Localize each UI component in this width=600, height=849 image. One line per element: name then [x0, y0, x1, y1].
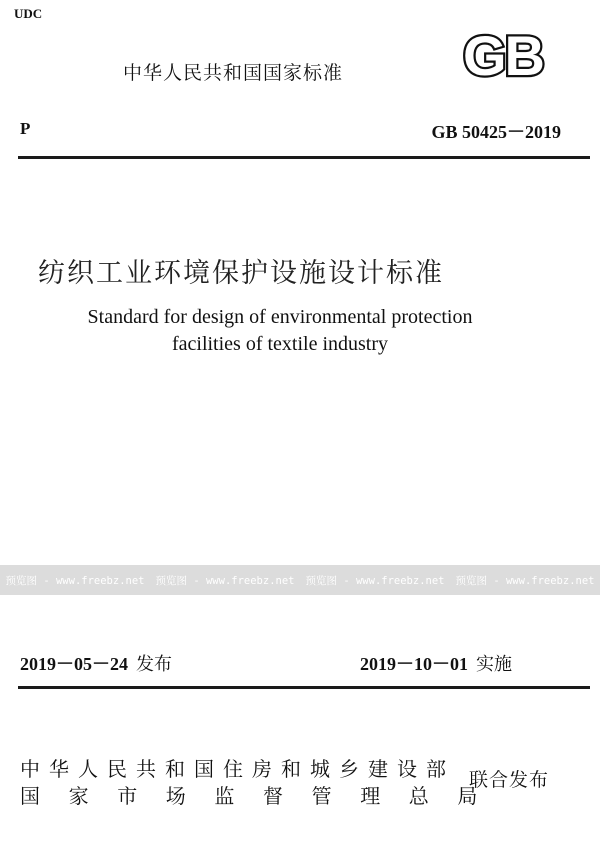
- udc-label: UDC: [14, 6, 43, 21]
- issue-date: [20, 650, 172, 676]
- title-chinese: 纺织工业环境保护设施设计标准: [38, 258, 444, 289]
- implementation-date-value: 2019－10－01: [360, 654, 468, 674]
- watermark-band: [0, 565, 600, 595]
- header-rule: [18, 156, 590, 159]
- joint-issue-label: 联合发布: [469, 769, 550, 791]
- title-english-line2: facilities of textile industry: [171, 333, 389, 355]
- issuer-ministry: 中华人民共和国住房和城乡建设部: [20, 757, 455, 781]
- svg-text:GB: GB: [463, 24, 543, 84]
- watermark-text: 预览图 - www.freebz.net: [155, 574, 295, 587]
- watermark-text: 预览图 - www.freebz.net: [455, 574, 595, 587]
- issue-label: 发布: [136, 654, 172, 675]
- category-code: P: [20, 119, 31, 138]
- issue-date-value: 2019－05－24: [20, 654, 128, 674]
- implementation-label: 实施: [476, 654, 512, 675]
- national-standard-heading: 中华人民共和国国家标准: [123, 62, 344, 84]
- implementation-date: [360, 650, 512, 676]
- title-english-line1: Standard for design of environmental protection: [87, 306, 473, 328]
- standard-number: GB 50425－2019: [431, 122, 561, 142]
- gb-logo: [448, 24, 558, 84]
- watermark-text: 预览图 - www.freebz.net: [305, 574, 445, 587]
- issuer-administration: 国家市场监督管理总局: [20, 784, 506, 808]
- watermark-text: 预览图 - www.freebz.net: [5, 574, 145, 587]
- footer-rule: [18, 686, 590, 689]
